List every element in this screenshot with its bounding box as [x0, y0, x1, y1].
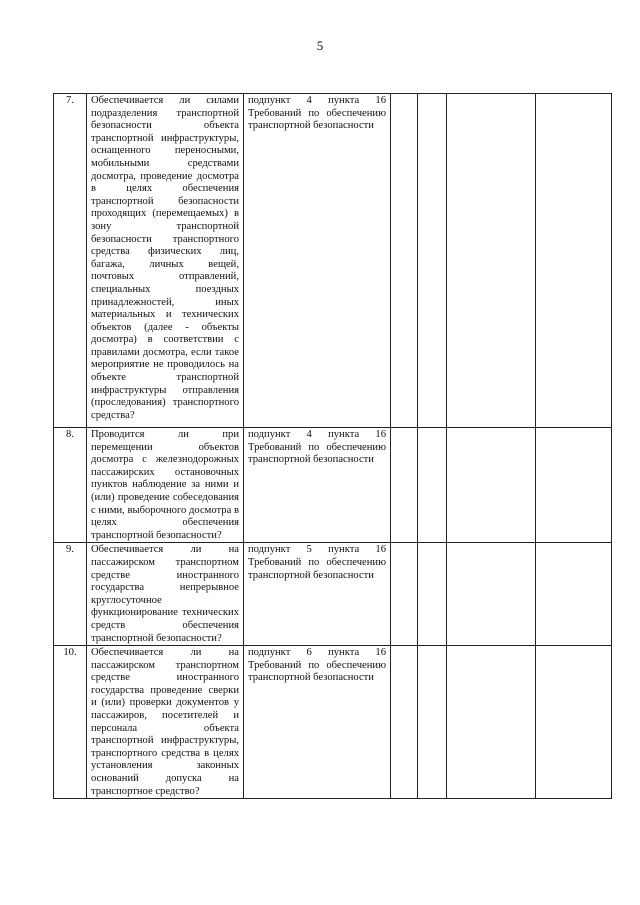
table-row	[54, 543, 612, 646]
table-row	[54, 94, 612, 428]
not-applicable-cell	[447, 543, 536, 646]
answer-no-cell	[418, 428, 447, 543]
answer-no-cell	[418, 543, 447, 646]
not-applicable-cell	[447, 94, 536, 428]
checklist-table	[53, 93, 612, 799]
answer-yes-cell	[391, 94, 418, 428]
answer-yes-cell	[391, 646, 418, 799]
page-number: 5	[316, 38, 324, 53]
question-text: Обеспечивается ли силами подразделения транспортной безопасности объекта транспортной инфраструктуры, оснащенного переносными, мобильными средствами досмотра, проведение досмотра в целях обеспечения транспортной безопасности проходящих (перемещаемых) в зону транспортной безопасности транспортного средства физических лиц, багажа, личных вещей, почтовых отправлений, специальных поездных принадлежностей, иных материальных и технических объектов (далее - объекты досмотра) в соответствии с правилами досмотра, если такое мероприятие не проводилось на объекте транспортной инфраструктуры отправления (проследования) транспортного средства?	[87, 94, 244, 428]
row-number: 9.	[54, 543, 87, 646]
notes-cell	[536, 428, 612, 543]
not-applicable-cell	[447, 428, 536, 543]
notes-cell	[536, 94, 612, 428]
table-row	[54, 428, 612, 543]
answer-yes-cell	[391, 543, 418, 646]
question-text: Проводится ли при перемещении объектов досмотра с железнодорожных пассажирских остановочных пунктов наблюдение за ними и (или) проведение собеседования с ними, выборочного досмотра в целях обеспечения транспортной безопасности?	[87, 428, 244, 543]
reference-text: подпункт 5 пункта 16 Требований по обеспечению транспортной безопасности	[244, 543, 391, 646]
not-applicable-cell	[447, 646, 536, 799]
question-text: Обеспечивается ли на пассажирском транспортном средстве иностранного государства проведение сверки и (или) проверки документов у пассажиров, посетителей и персонала объекта транспортной инфраструктуры, транспортного средства в целях установления законных оснований допуска на транспортное средство?	[87, 646, 244, 799]
notes-cell	[536, 543, 612, 646]
answer-no-cell	[418, 94, 447, 428]
reference-text: подпункт 4 пункта 16 Требований по обеспечению транспортной безопасности	[244, 428, 391, 543]
answer-yes-cell	[391, 428, 418, 543]
reference-text: подпункт 6 пункта 16 Требований по обеспечению транспортной безопасности	[244, 646, 391, 799]
table-row	[54, 646, 612, 799]
row-number: 7.	[54, 94, 87, 428]
reference-text: подпункт 4 пункта 16 Требований по обеспечению транспортной безопасности	[244, 94, 391, 428]
notes-cell	[536, 646, 612, 799]
answer-no-cell	[418, 646, 447, 799]
row-number: 10.	[54, 646, 87, 799]
question-text: Обеспечивается ли на пассажирском транспортном средстве иностранного государства непрерывное круглосуточное функционирование технических средств обеспечения транспортной безопасности?	[87, 543, 244, 646]
row-number: 8.	[54, 428, 87, 543]
